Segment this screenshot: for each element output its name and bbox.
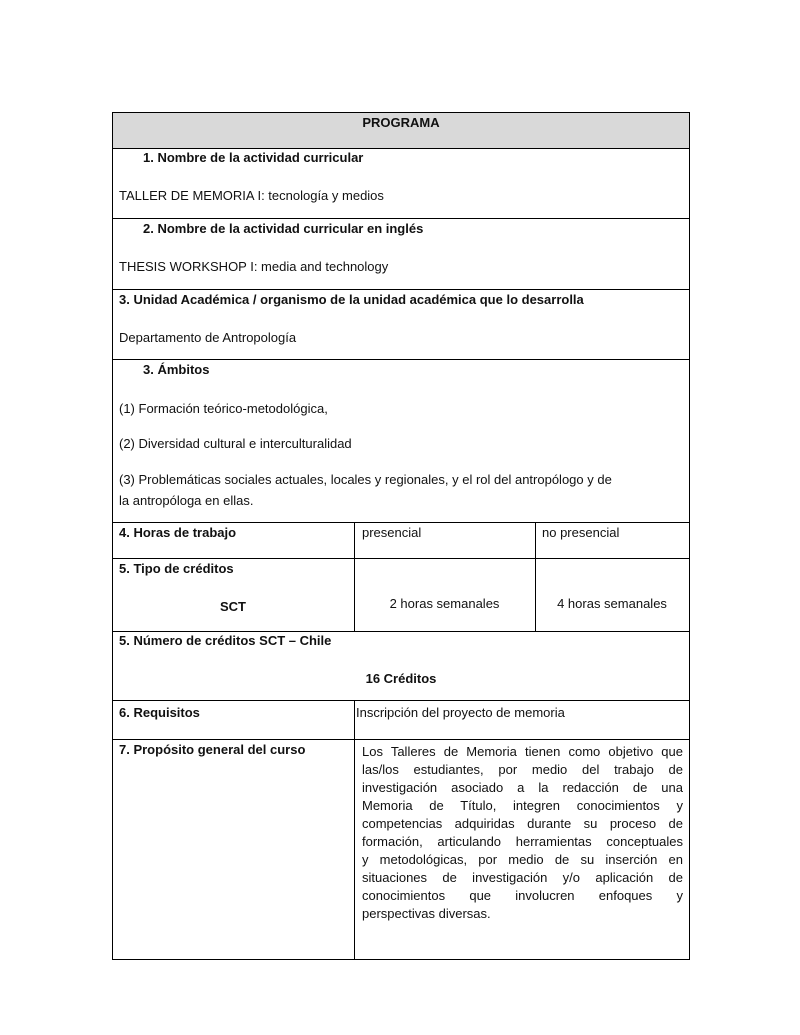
paragraph-line: perspectivas diversas.	[362, 906, 491, 921]
section-title: 3. Unidad Académica / organismo de la unidad académica que lo desarrolla	[119, 292, 584, 307]
paragraph-line: formación, articulando herramientas conceptuales	[362, 834, 683, 849]
section-title: 5. Número de créditos SCT – Chile	[119, 633, 332, 648]
col-divider	[535, 522, 536, 631]
section-title: 3. Ámbitos	[143, 362, 210, 377]
hours-value: 4 horas semanales	[557, 596, 667, 611]
column-header: presencial	[362, 525, 422, 540]
paragraph-line: conocimientos que involucren enfoques y	[362, 888, 683, 903]
paragraph-line: Los Talleres de Memoria tienen como objetivo que	[362, 744, 683, 759]
row-divider	[112, 739, 690, 740]
table-border	[112, 112, 113, 960]
section-value: SCT	[220, 599, 246, 614]
section-value: THESIS WORKSHOP I: media and technology	[119, 259, 389, 274]
paragraph-line: Memoria de Título, integren conocimientos y	[362, 798, 683, 813]
row-divider	[112, 218, 690, 219]
paragraph-line: competencias adquiridas durante su proceso de	[362, 816, 683, 831]
section-title: 4. Horas de trabajo	[119, 525, 237, 540]
row-divider	[112, 359, 690, 360]
paragraph-line: las/los estudiantes, por medio del trabajo de	[362, 762, 683, 777]
section-title: 7. Propósito general del curso	[119, 742, 306, 757]
row-divider	[112, 289, 690, 290]
list-item: (1) Formación teórico-metodológica,	[119, 401, 328, 416]
list-item: la antropóloga en ellas.	[119, 493, 254, 508]
section-title: 2. Nombre de la actividad curricular en inglés	[143, 221, 424, 236]
col-divider	[354, 700, 355, 959]
table-border	[689, 112, 690, 960]
table-title: PROGRAMA	[362, 115, 440, 130]
list-item: (3) Problemáticas sociales actuales, locales y regionales, y el rol del antropólogo y de	[119, 472, 612, 487]
row-divider	[112, 631, 690, 632]
section-title: 5. Tipo de créditos	[119, 561, 234, 576]
row-divider	[112, 148, 690, 149]
column-header: no presencial	[542, 525, 620, 540]
section-value: TALLER DE MEMORIA I: tecnología y medios	[119, 188, 384, 203]
row-divider	[112, 558, 690, 559]
section-title: 6. Requisitos	[119, 705, 200, 720]
section-value: 16 Créditos	[365, 671, 437, 686]
list-item: (2) Diversidad cultural e interculturalidad	[119, 436, 352, 451]
hours-value: 2 horas semanales	[389, 596, 500, 611]
row-divider	[112, 522, 690, 523]
row-divider	[112, 700, 690, 701]
table-border	[112, 112, 690, 113]
paragraph-line: situaciones de investigación y/o aplicación de	[362, 870, 683, 885]
paragraph-line: investigación asociado a la redacción de una	[362, 780, 683, 795]
section-value: Inscripción del proyecto de memoria	[356, 705, 565, 720]
section-title: 1. Nombre de la actividad curricular	[143, 150, 364, 165]
section-value: Departamento de Antropología	[119, 330, 297, 345]
col-divider	[354, 522, 355, 631]
table-border	[112, 959, 690, 960]
paragraph-line: y metodológicas, por medio de su inserción en	[362, 852, 683, 867]
